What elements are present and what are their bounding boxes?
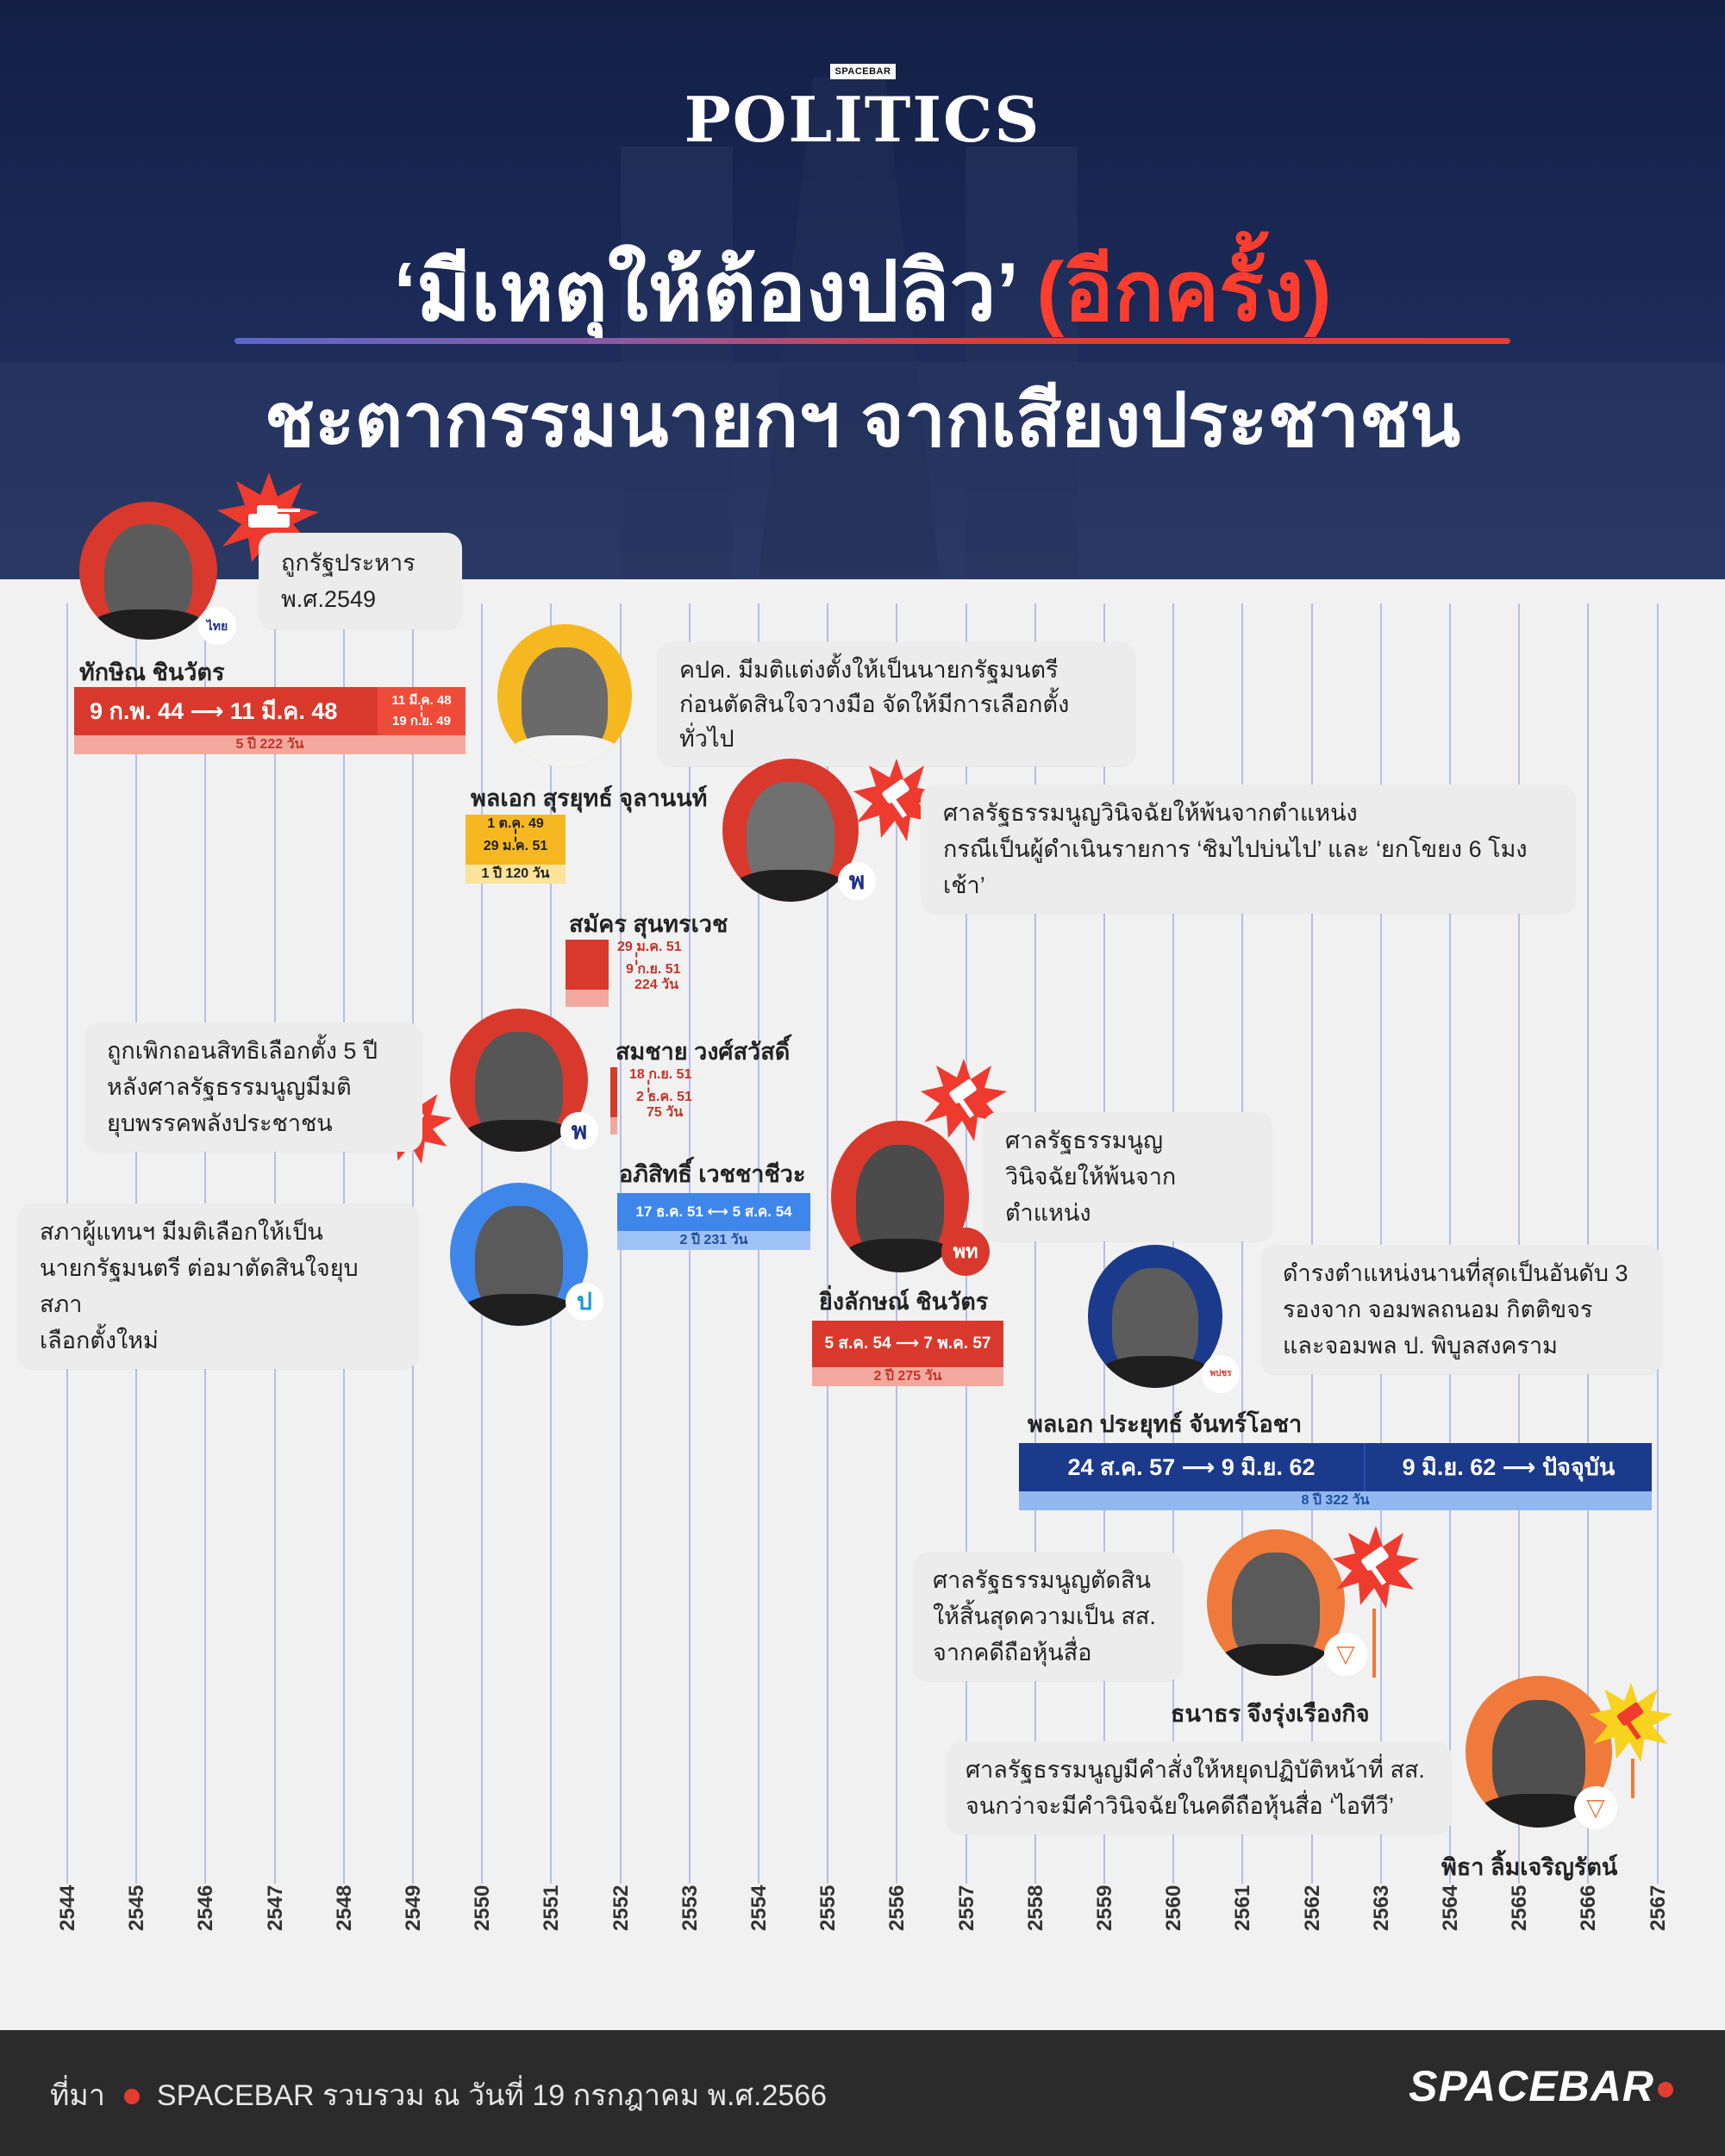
year-label [1301,1884,1335,1974]
year-label-text: 2549 [402,1884,425,1931]
brand-small-label: SPACEBAR [830,64,896,79]
year-label-text: 2561 [1231,1884,1254,1931]
note-line: สภาผู้แทนฯ มีมติเลือกให้เป็น [40,1219,323,1245]
note-line: และจอมพล ป. พิบูลสงคราม [1283,1333,1558,1359]
portrait-shirt [1095,1356,1216,1388]
name-surayud: พลเอก สุรยุทธ์ จุลานนท์ [471,785,708,811]
avatar-thaksin [79,502,217,640]
duration-yingluck: 2 ปี 275 วัน [812,1367,1003,1386]
term-dates: 24 ส.ค. 57 ⟶ 9 มิ.ย. 62 [1067,1454,1316,1480]
party-logo-pprp: พปชร [1202,1355,1240,1393]
year-label-text: 2544 [56,1884,79,1931]
year-label-text: 2553 [678,1884,702,1931]
note-line: ถูกเพิกถอนสิทธิเลือกตั้ง 5 ปี [107,1038,378,1064]
term-label-somchai [629,1067,716,1121]
term-end: 9 ก.ย. 51 [626,962,681,977]
term-bar-prayut-1 [1019,1443,1364,1491]
term-bar-somchai [610,1067,617,1117]
term-dates: 9 ก.พ. 44 ⟶ 11 มี.ค. 48 [90,698,338,724]
marker-line-pita [1631,1759,1634,1798]
name-yingluck: ยิ่งลักษณ์ ชินวัตร [819,1289,989,1315]
source-note [50,2072,827,2118]
year-label [1231,1884,1266,1974]
term-end: 29 ม.ค. 51 [483,839,548,853]
bullet-dot [124,2089,140,2104]
portrait-shirt [1214,1644,1338,1676]
note-line: ศาลรัฐธรรมนูญวินิจฉัยให้พ้นจากตำแหน่ง [943,800,1358,826]
year-label-text: 2556 [885,1884,909,1931]
title-underline [234,338,1510,344]
year-label [885,1884,920,1974]
note-line: วินิจฉัยให้พ้นจากตำแหน่ง [1005,1164,1177,1226]
year-label [1024,1884,1059,1974]
year-label [540,1884,574,1974]
note-line: กรณีเป็นผู้ดำเนินรายการ ‘ชิมไปบ่นไป’ และ ‘ยกโขยง 6 โมงเช้า’ [943,836,1528,898]
name-somchai: สมชาย วงศ์สวัสดิ์ [616,1039,791,1065]
term-end: 19 ก.ย. 49 [392,714,451,728]
year-gridline [1587,603,1589,1884]
duration-abhisit: 2 ปี 231 วัน [617,1231,810,1250]
note-line: เลือกตั้งใหม่ [40,1328,159,1353]
portrait-shirt [729,870,852,902]
name-thanathorn: ธนาธร จึงรุ่งเรืองกิจ [1171,1701,1370,1727]
page-subtitle: ชะตากรรมนายกฯ จากเสียงประชาชน [264,379,1461,462]
term-bar-abhisit [617,1193,810,1231]
name-samak: สมัคร สุนทรเวช [569,911,728,937]
duration-thaksin: 5 ปี 222 วัน [74,735,466,754]
note-line: ศาลรัฐธรรมนูญมีคำสั่งให้หยุดปฏิบัติหน้าที่ สส. [966,1757,1425,1783]
note-somchai [84,1022,422,1152]
year-label [1162,1884,1197,1974]
term-bar-surayud [466,815,566,865]
note-line: รองจาก จอมพลถนอม กิตติขจร [1283,1297,1593,1322]
party-logo-fwd: ▽ [1574,1786,1617,1829]
year-label [1577,1884,1611,1974]
year-label-text: 2551 [540,1884,563,1931]
note-prayut [1260,1245,1662,1374]
avatar-surayud [497,624,632,767]
section-title: POLITICS [684,83,1041,156]
year-label [1439,1884,1473,1974]
term-start: 1 ต.ค. 49 [487,816,544,831]
note-line: ดำรงตำแหน่งนานที่สุดเป็นอันดับ 3 [1283,1260,1628,1286]
year-label [194,1884,228,1974]
note-line: จนกว่าจะมีคำวินิจฉัยในคดีถือหุ้นสื่อ ‘ไอทีวี’ [966,1793,1394,1819]
year-label-text: 2560 [1162,1884,1185,1931]
year-label [1093,1884,1128,1974]
year-label [402,1884,436,1974]
year-label [1508,1884,1542,1974]
year-label-text: 2564 [1439,1884,1462,1931]
year-label-text: 2545 [125,1884,148,1931]
term-start: 29 ม.ค. 51 [617,940,682,954]
note-line: พ.ศ.2549 [281,586,377,612]
duration-bar-samak [566,990,609,1007]
portrait-shirt [457,1294,581,1326]
term-duration: 75 วัน [647,1105,684,1120]
term-bar-prayut-2 [1364,1443,1652,1491]
year-label-text: 2558 [1024,1884,1047,1931]
note-line: ศาลรัฐธรรมนูญ [1005,1128,1163,1153]
year-label [471,1884,505,1974]
gavel-burst-icon [1333,1526,1419,1609]
term-dates: 17 ธ.ค. 51 ⟷ 5 ส.ค. 54 [635,1203,792,1220]
name-thaksin: ทักษิณ ชินวัตร [79,659,225,685]
party-logo-trt: ไทย [198,607,236,645]
note-abhisit [17,1203,419,1369]
term-bar-thaksin-2 [378,687,466,735]
year-label-text: 2555 [816,1884,840,1931]
spacebar-logo [1409,2061,1673,2111]
year-label [1370,1884,1404,1974]
year-label [1647,1884,1681,1974]
year-label-text: 2565 [1508,1884,1531,1931]
note-thaksin [259,533,462,629]
year-label-text: 2557 [955,1884,978,1931]
year-label-text: 2548 [333,1884,356,1931]
term-dates: 5 ส.ค. 54 ⟶ 7 พ.ค. 57 [824,1334,991,1353]
note-line: นายกรัฐมนตรี ต่อมาตัดสินใจยุบสภา [40,1255,359,1317]
logo-dot [1658,2082,1673,2097]
year-label-text: 2547 [264,1884,287,1931]
name-abhisit: อภิสิทธิ์ เวชชาชีวะ [619,1161,806,1187]
note-thanathorn [914,1552,1183,1681]
term-bar-thaksin-1 [74,687,378,735]
term-start: 11 มี.ค. 48 [391,693,452,708]
term-arrow: ¦ [513,828,518,842]
year-label [56,1884,91,1974]
year-label [125,1884,159,1974]
year-label-text: 2563 [1370,1884,1393,1931]
note-samak [921,784,1576,914]
duration-prayut: 8 ปี 322 วัน [1019,1491,1652,1510]
name-prayut: พลเอก ประยุทธ์ จันทร์โอชา [1028,1411,1303,1437]
party-logo-dem: ป [566,1283,603,1321]
term-arrow: ¦ [419,703,424,718]
note-line: คปค. มีมติแต่งตั้งให้เป็นนายกรัฐมนตรี [679,657,1059,683]
term-arrow: ¦ [634,951,639,966]
party-logo-fwd: ▽ [1324,1633,1367,1676]
duration-bar-somchai [610,1117,617,1134]
year-label [609,1884,644,1974]
party-logo-pt: พท [941,1228,990,1276]
note-line: หลังศาลรัฐธรรมนูญมีมติ [107,1074,352,1100]
source-text: SPACEBAR รวบรวม ณ วันที่ 19 กรกฎาคม พ.ศ.2566 [156,2079,828,2112]
year-label-text: 2546 [194,1884,217,1931]
party-logo-ppp: พ [560,1112,598,1150]
portrait-shirt [504,735,625,767]
term-duration: 224 วัน [634,978,679,992]
title-accent: (อีกครั้ง) [1036,246,1332,338]
year-label-text: 2567 [1647,1884,1670,1931]
note-line: ยุบพรรคพลังประชาชน [107,1110,333,1136]
year-label [816,1884,851,1974]
portrait-shirt [86,609,210,640]
term-label-samak [617,940,703,993]
year-label [678,1884,713,1974]
year-label-text: 2554 [747,1884,771,1931]
term-arrow: ¦ [647,1078,651,1093]
term-end: 2 ธ.ค. 51 [636,1090,692,1104]
year-label-text: 2559 [1093,1884,1116,1931]
term-dates: 9 มิ.ย. 62 ⟶ ปัจจุบัน [1402,1454,1616,1480]
year-label-text: 2562 [1301,1884,1324,1931]
logo-wordmark: SPACEBAR [1409,2062,1654,2110]
note-line: จากคดีถือหุ้นสื่อ [933,1640,1092,1665]
year-label-text: 2566 [1577,1884,1600,1931]
term-start: 18 ก.ย. 51 [629,1067,692,1082]
marker-line-thanathorn [1372,1609,1376,1678]
year-label [264,1884,298,1974]
year-label [333,1884,367,1974]
duration-surayud: 1 ปี 120 วัน [466,865,566,884]
term-bar-yingluck [812,1321,1003,1367]
note-line: ถูกรัฐประหาร [281,550,416,576]
note-pita [947,1741,1452,1834]
party-logo-ppp: พ [838,862,876,900]
source-label: ที่มา [50,2079,105,2112]
note-line: ศาลรัฐธรรมนูญตัดสิน [933,1567,1151,1593]
year-label [747,1884,782,1974]
name-pita: พิธา ลิ้มเจริญรัตน์ [1441,1854,1618,1880]
note-yingluck [983,1112,1272,1241]
title-main: ‘มีเหตุให้ต้องปลิว’ [393,246,1020,338]
gavel-burst-icon-yellow [1590,1681,1672,1764]
footer [0,2030,1725,2156]
note-surayud [657,642,1136,766]
year-label-text: 2550 [471,1884,494,1931]
year-label [955,1884,990,1974]
note-line: ให้สิ้นสุดความเป็น สส. [933,1603,1156,1629]
term-bar-samak [566,940,609,990]
year-label-text: 2552 [609,1884,633,1931]
note-line: ก่อนตัดสินใจวางมือ จัดให้มีการเลือกตั้งทั่วไป [679,691,1070,752]
